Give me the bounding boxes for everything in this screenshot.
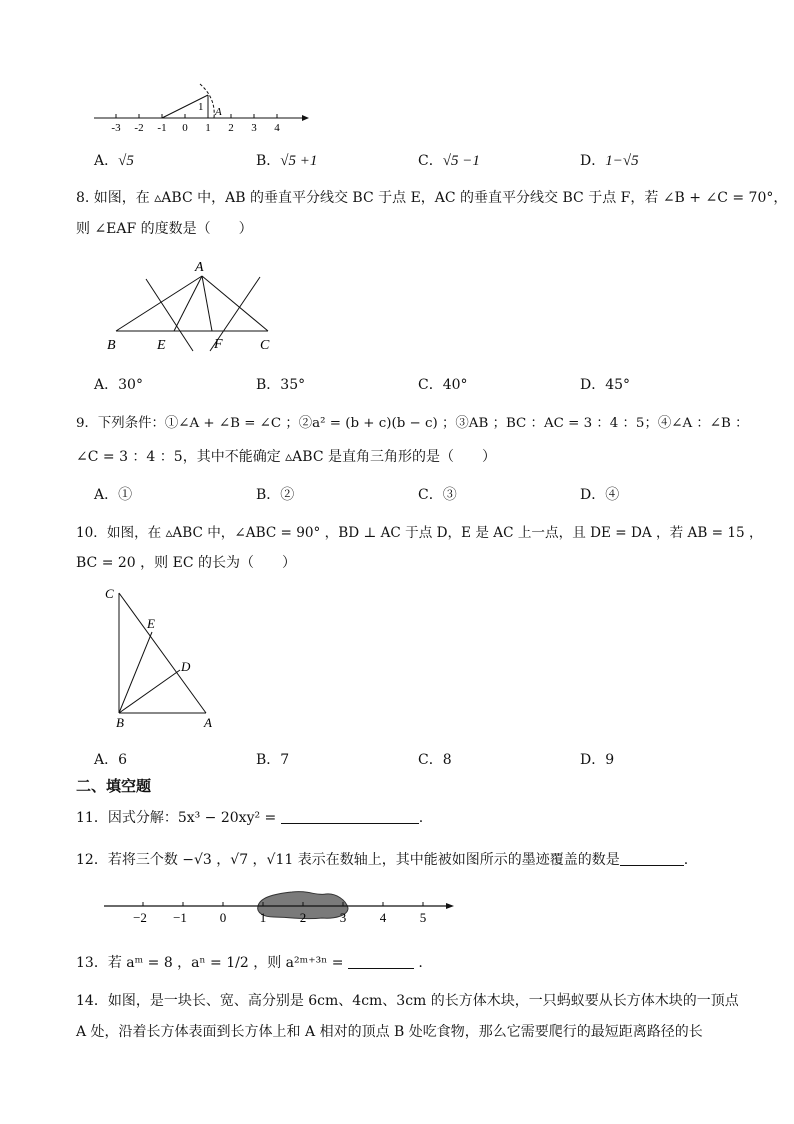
q7-option-a[interactable]: A．√5 [94, 153, 134, 169]
q10-question-line-2: BC = 20 ，则 EC 的长为（ ） [76, 555, 296, 571]
q12-question: 12．若将三个数 −√3 ，√7 ，√11 表示在数轴上，其中能被如图所示的墨迹覆盖的数是 . [76, 852, 689, 868]
q9-option-b[interactable]: B．② [256, 487, 295, 503]
q12-tick-label: 3 [339, 910, 347, 925]
q9-question-line-1: 9．下列条件：①∠A + ∠B = ∠C ；②a² = (b + c)(b − c) ；③AB ；BC ：AC = 3 ：4 ：5；④∠A ：∠B ： [76, 416, 749, 431]
q8-triangle-figure [100, 255, 290, 355]
q10-triangle-figure [100, 585, 230, 733]
q9-option-d[interactable]: D．④ [580, 487, 620, 503]
q7-label-1: 1 [198, 101, 204, 113]
q10-option-d[interactable]: D．9 [580, 752, 615, 768]
q10-label-e: E [147, 616, 155, 631]
q14-question-line-1: 14．如图，是一块长、宽、高分别是 6cm、4cm、3cm 的长方体木块，一只蚂蚁要从长方体木块的一顶点 [76, 993, 739, 1009]
q12-tick-label: 0 [219, 910, 227, 925]
q14-question-line-2: A 处，沿着长方体表面到长方体上和 A 相对的顶点 B 处吃食物，那么它需要爬行的最短距离路径的长 [76, 1024, 703, 1040]
q10-label-b: B [116, 715, 124, 730]
q7-tick-label: -3 [111, 122, 121, 134]
q10-label-c: C [105, 586, 114, 601]
q8-question-line-2: 则 ∠EAF 的度数是（ ） [76, 221, 253, 237]
q8-label-f: F [214, 337, 223, 352]
q9-option-c[interactable]: C．③ [418, 487, 457, 503]
q10-label-d: D [181, 659, 191, 674]
q7-tick-label: 2 [228, 122, 234, 134]
q7-tick-label: 4 [274, 122, 280, 134]
q12-tick-label: 2 [299, 910, 307, 925]
q13-answer-blank[interactable] [348, 954, 414, 969]
q12-tick-label: −2 [133, 910, 147, 925]
q7-tick-label: -2 [134, 122, 144, 134]
q12-tick-label: 4 [379, 910, 387, 925]
q7-tick-label: 3 [251, 122, 257, 134]
q9-question-line-2: ∠C = 3 ：4 ：5，其中不能确定 ▵ABC 是直角三角形的是（ ） [76, 449, 496, 465]
q12-tick-label: 1 [259, 910, 267, 925]
q8-option-d[interactable]: D．45° [580, 377, 631, 393]
q13-question: 13．若 aᵐ = 8 ，aⁿ = 1/2 ，则 a²ᵐ⁺³ⁿ = . [76, 955, 423, 971]
q10-option-c[interactable]: C．8 [418, 752, 452, 768]
q8-question-line-1: 8. 如图，在 ▵ABC 中，AB 的垂直平分线交 BC 于点 E，AC 的垂直平分线交 BC 于点 F，若 ∠B + ∠C = 70°， [76, 190, 788, 206]
q12-tick-label: 5 [419, 910, 427, 925]
q7-tick-label: 0 [182, 122, 188, 134]
section-title: 二、填空题 [76, 777, 152, 795]
q7-tick-label: -1 [157, 122, 167, 134]
q10-option-a[interactable]: A．6 [94, 752, 128, 768]
q7-label-a: A [215, 106, 222, 118]
q8-option-c[interactable]: C．40° [418, 377, 468, 393]
q7-option-c[interactable]: C．√5 −1 [418, 153, 480, 169]
q10-question-line-1: 10．如图，在 ▵ABC 中，∠ABC = 90° ，BD ⊥ AC 于点 D，E 是 AC 上一点，且 DE = DA ，若 AB = 15 ， [76, 525, 763, 541]
q9-option-a[interactable]: A．① [94, 487, 133, 503]
q12-number-line-figure [100, 884, 460, 928]
q11-question: 11．因式分解：5x³ − 20xy² = . [76, 810, 424, 826]
q8-label-c: C [260, 338, 270, 353]
q7-tick-label: 1 [205, 122, 211, 134]
q8-label-e: E [157, 338, 166, 353]
q7-option-d[interactable]: D．1−√5 [580, 153, 639, 169]
q8-label-b: B [107, 338, 116, 353]
q11-answer-blank[interactable] [281, 809, 419, 824]
q7-number-line-figure [90, 82, 310, 134]
q10-label-a: A [204, 715, 212, 730]
q12-tick-label: −1 [173, 910, 187, 925]
q8-option-a[interactable]: A．30° [94, 377, 143, 393]
q10-option-b[interactable]: B．7 [256, 752, 290, 768]
q8-label-a: A [195, 260, 204, 275]
q8-option-b[interactable]: B．35° [256, 377, 306, 393]
q12-answer-blank[interactable] [620, 851, 684, 866]
q7-option-b[interactable]: B．√5 +1 [256, 153, 318, 169]
